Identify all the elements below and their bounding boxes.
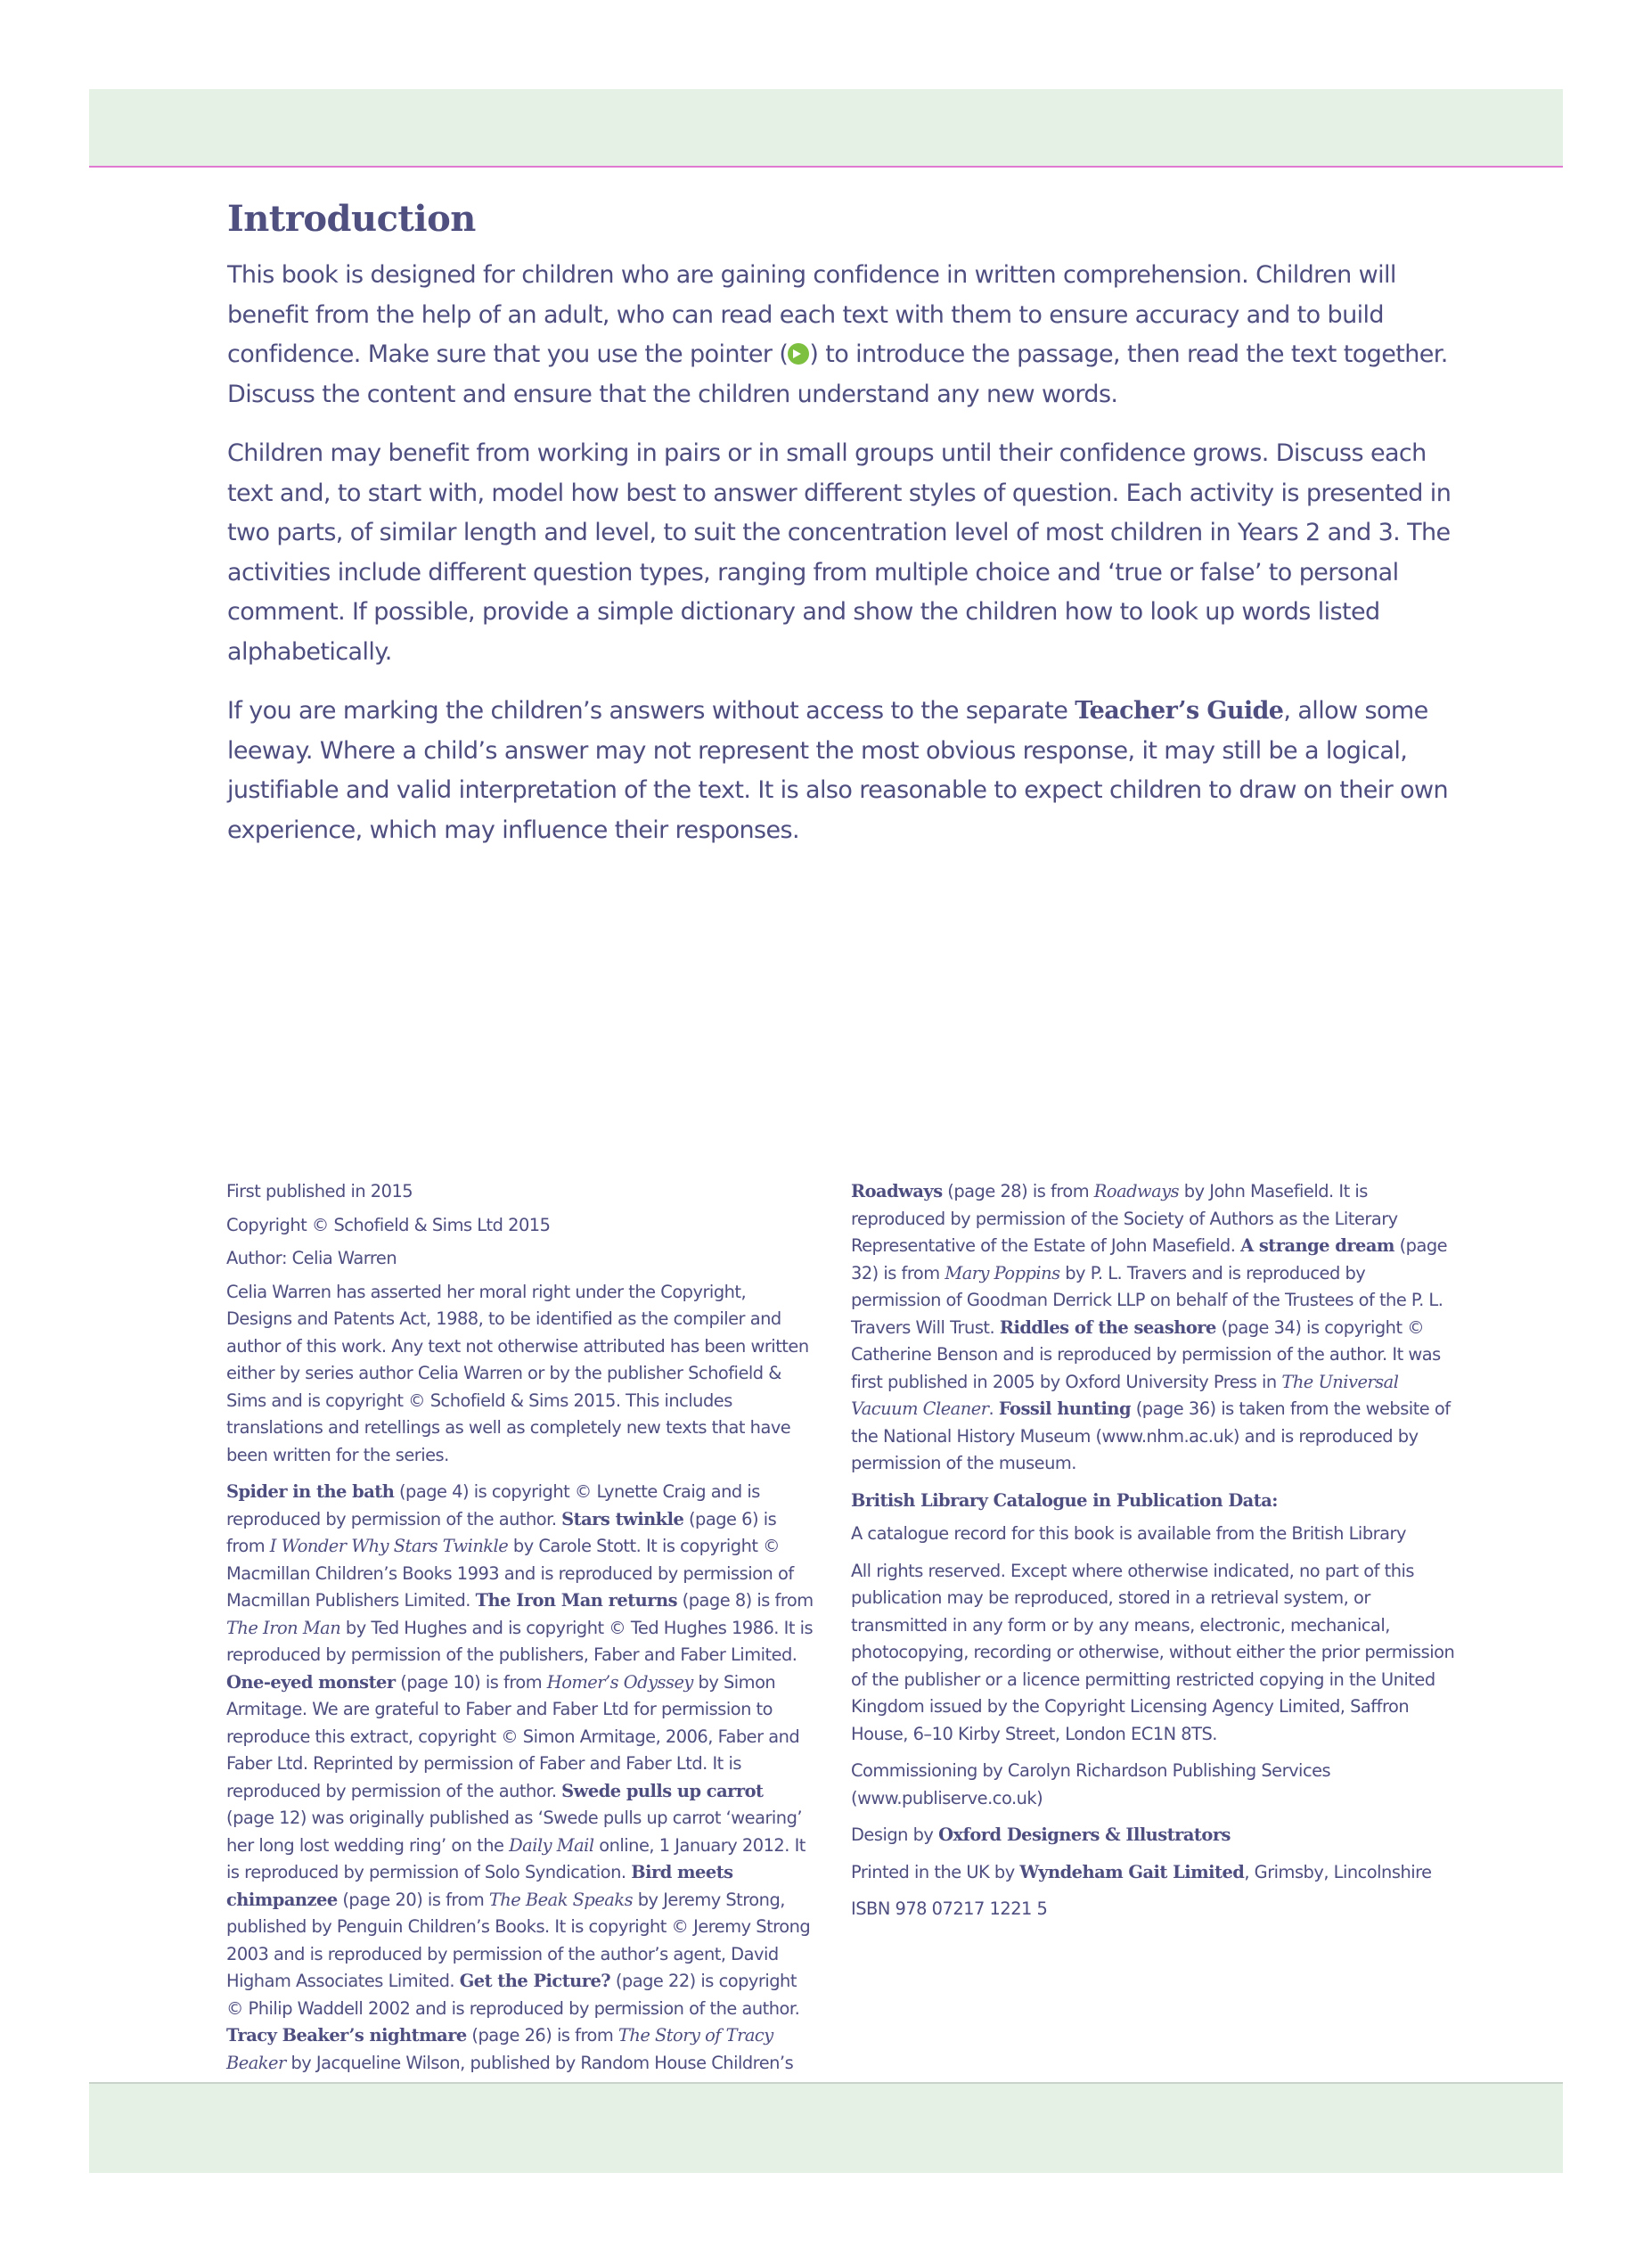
page-title: Introduction xyxy=(227,198,476,240)
ack-title: Roadways xyxy=(851,1181,943,1201)
intro-paragraph-1 xyxy=(227,256,1466,414)
acknowledgements-part-1 xyxy=(226,1479,814,2131)
ack-text: (page 22) is copyright © Philip Waddell 2002 and is reproduced by permission of the author. xyxy=(226,1971,800,2019)
ack-text: (page 10) is from xyxy=(395,1671,547,1693)
ack-work-title: The Universal Vacuum Cleaner xyxy=(851,1371,1399,1419)
green-pointer-arrow-icon xyxy=(788,343,809,365)
ack-text: (page 28) is from xyxy=(942,1181,1094,1201)
ack-text: (page 34) is copyright © Catherine Benson and is reproduced by permission of the author. It was first published in 2005 by Oxford University Press in xyxy=(851,1316,1441,1392)
ack-text: (page 4) is copyright © Lynette Craig and is reproduced by permission of the author. xyxy=(226,1481,760,1529)
rights-statement: All rights reserved. Except where otherwise indicated, no part of this publication may be reproduced, stored in a retrieval system, or transmitted in any form or by any means, electronic, mechanical, photocopying, recording or otherwise, without either the prior permission of the publisher or a licence permitting restricted copying in the United Kingdom issued by the Copyright Licensing Agency Limited, Saffron House, 6–10 Kirby Street, London EC1N 8TS. xyxy=(851,1560,1455,1744)
ack-text: by Carole Stott. It is copyright © Macmillan Children’s Books 1993 and is reproduced by permission of Macmillan Publishers Limited. xyxy=(226,1536,794,1611)
commissioning-line: Commissioning by Carolyn Richardson Publishing Services (www.publiserve.co.uk) xyxy=(851,1760,1331,1808)
design-line xyxy=(851,1822,1457,1849)
printed-line xyxy=(851,1859,1457,1887)
moral-right-statement: Celia Warren has asserted her moral right under the Copyright, Designs and Patents Act, 1988, to be identified as the compiler and author of this work. Any text not otherwise attributed has been written either by series author Celia Warren or by the publisher Schofield & Sims and is copyright © Schofield & Sims 2015. This includes translations and retellings as well as completely new texts that have been written for the series. xyxy=(226,1281,809,1465)
ack-text: by Jeremy Strong, published by Penguin Children’s Books. It is copyright © Jeremy Strong 2003 and is reproduced by permission of the author’s agent, David Higham Associates Limited. xyxy=(226,1889,811,1991)
first-published: First published in 2015 xyxy=(226,1181,413,1201)
ack-text: (page 32) is from xyxy=(851,1235,1448,1283)
ack-work-title: Homer’s Odyssey xyxy=(546,1671,693,1693)
ack-title: Bird meets chimpanzee xyxy=(226,1862,733,1910)
ack-title: Swede pulls up carrot xyxy=(561,1780,764,1801)
ack-title: Stars twinkle xyxy=(561,1508,684,1529)
ack-work-title: The Story of Tracy Beaker xyxy=(226,2025,773,2073)
ack-title: The Iron Man returns xyxy=(475,1590,677,1611)
intro-p1-text-a: This book is designed for children who are gaining confidence in written comprehension. Children will benefit from the help of an adult, who can read each text with them to ensure accuracy and to build confidence. Make sure that you use the pointer ( xyxy=(227,261,1396,368)
design-prefix: Design by xyxy=(851,1824,939,1845)
ack-text: by Simon Armitage. We are grateful to Faber and Faber Ltd for permission to reproduce this extract, copyright © Simon Armitage, 2006, Faber and Faber Ltd. Reprinted by permission of Faber and Faber Ltd. It is reproduced by permission of the author. xyxy=(226,1671,800,1801)
ack-title: One-eyed monster xyxy=(226,1671,396,1693)
ack-text: (page 8) is from xyxy=(677,1590,814,1611)
ack-title: Tracy Beaker’s nightmare xyxy=(226,2025,467,2046)
header-band xyxy=(89,89,1563,168)
ack-title: Get the Picture? xyxy=(459,1971,611,1991)
author-line: Author: Celia Warren xyxy=(226,1248,397,1268)
ack-text: (page 12) was originally published as ‘Swede pulls up carrot ‘wearing’ her long lost wedding ring’ on the xyxy=(226,1808,803,1856)
intro-p3-text-b: , allow some leeway. Where a child’s answer may not represent the most obvious response, it may still be a logical, justifiable and valid interpretation of the text. It is also reasonable to expect children to draw on their own experience, which may influence their responses. xyxy=(227,697,1449,844)
copyright-line: Copyright © Schofield & Sims Ltd 2015 xyxy=(226,1214,551,1235)
ack-title: Fossil hunting xyxy=(998,1398,1132,1419)
ack-text: . xyxy=(988,1398,999,1419)
ack-text: by Ted Hughes and is copyright © Ted Hughes 1986. It is reproduced by permission of the publishers, Faber and Faber Limited. xyxy=(226,1617,814,1665)
ack-work-title: The Iron Man xyxy=(226,1617,341,1638)
ack-title: Riddles of the seashore xyxy=(999,1316,1216,1338)
designer-name: Oxford Designers & Illustrators xyxy=(938,1824,1231,1845)
ack-text: by John Masefield. It is reproduced by permission of the Society of Authors as the Literary Representative of the Estate of John Masefield. xyxy=(851,1181,1398,1256)
ack-text: by Jacqueline Wilson, published by Random House Children’s xyxy=(290,2052,794,2073)
ack-text: (page 26) is from xyxy=(466,2025,618,2046)
introduction-section xyxy=(227,198,1466,870)
printer-name: Wyndeham Gait Limited xyxy=(1019,1861,1245,1882)
ack-work-title: The Beak Speaks xyxy=(488,1889,634,1910)
cip-text: A catalogue record for this book is available from the British Library xyxy=(851,1523,1406,1544)
printed-prefix: Printed in the UK by xyxy=(851,1861,1020,1882)
acknowledgements-part-2 xyxy=(851,1178,1457,1478)
ack-work-title: I Wonder Why Stars Twinkle xyxy=(269,1536,509,1556)
ack-work-title: Daily Mail xyxy=(509,1834,594,1856)
ack-work-title: Mary Poppins xyxy=(945,1262,1060,1283)
ack-title: A strange dream xyxy=(1240,1235,1394,1256)
cip-heading-text: British Library Catalogue in Publication Data: xyxy=(851,1489,1278,1511)
cip-heading xyxy=(851,1488,1457,1515)
ack-text: (page 6) is from xyxy=(226,1508,777,1556)
ack-text: (page 20) is from xyxy=(337,1889,489,1910)
ack-text: online, 1 January 2012. It is reproduced by permission of Solo Syndication. xyxy=(226,1834,806,1882)
intro-p1-text-b: ) to introduce the passage, then read the text together. Discuss the content and ensure that the children understand any new words. xyxy=(227,340,1448,408)
isbn-line: ISBN 978 07217 1221 5 xyxy=(851,1898,1048,1919)
ack-text: (page 36) is taken from the website of the National History Museum (www.nhm.ac.uk) and is reproduced by permission of the museum. xyxy=(851,1398,1451,1473)
ack-title: Spider in the bath xyxy=(226,1481,395,1502)
intro-paragraph-2: Children may benefit from working in pairs or in small groups until their confidence grows. Discuss each text and, to start with, model how best to answer different styles of question. Each activity is presented in two parts, of similar length and level, to suit the concentration level of most children in Years 2 and 3. The activities include different question types, ranging from multiple choice and ‘true or false’ to personal comment. If possible, provide a simple dictionary and show the children how to look up words listed alphabetically. xyxy=(227,439,1452,666)
ack-text: by P. L. Travers and is reproduced by permission of Goodman Derrick LLP on behalf of the Trustees of the P. L. Travers Will Trust. xyxy=(851,1262,1443,1338)
footer-band xyxy=(89,2082,1563,2173)
imprint-column-right xyxy=(851,1178,1457,1933)
ack-work-title: Roadways xyxy=(1093,1181,1180,1201)
intro-paragraph-3 xyxy=(227,692,1466,850)
intro-p3-text-a: If you are marking the children’s answers without access to the separate xyxy=(227,697,1075,725)
teachers-guide-title: Teacher’s Guide xyxy=(1075,697,1284,725)
printed-suffix: , Grimsby, Lincolnshire xyxy=(1244,1861,1432,1882)
imprint-column-left xyxy=(226,1178,814,2141)
